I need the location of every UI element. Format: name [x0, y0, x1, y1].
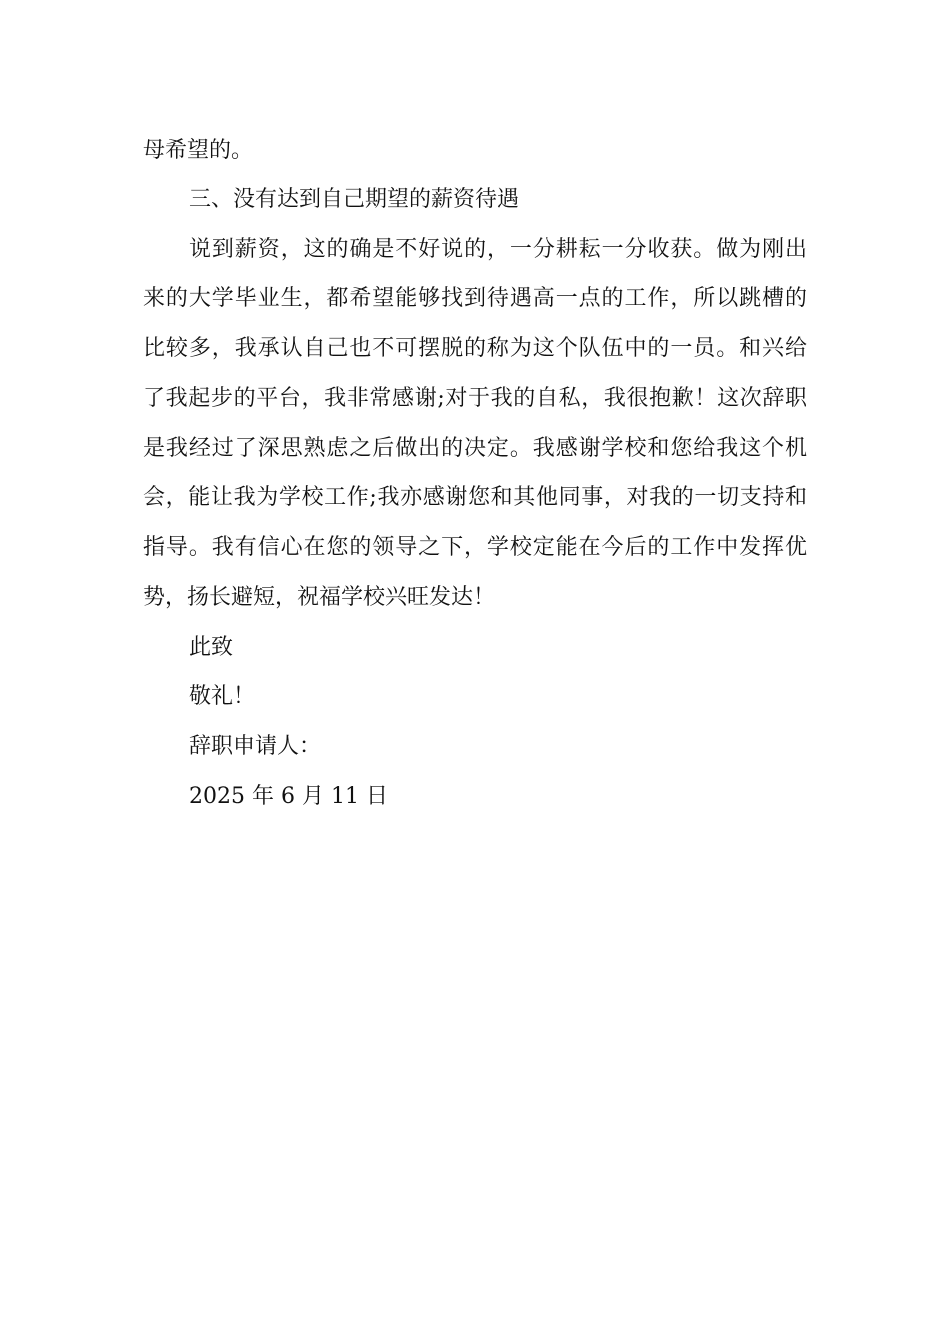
- closing-regards: 敬礼！: [189, 684, 256, 709]
- paragraph-line: 会，能让我为学校工作;我亦感谢您和其他同事，对我的一切支持和: [143, 485, 807, 510]
- paragraph-line: 势，扬长避短，祝福学校兴旺发达！: [143, 585, 496, 610]
- section-heading: 三、没有达到自己期望的薪资待遇: [189, 187, 520, 212]
- paragraph-line: 母希望的。: [143, 138, 254, 163]
- paragraph-line: 说到薪资，这的确是不好说的，一分耕耘一分收获。做为刚出: [189, 237, 807, 262]
- paragraph-line: 来的大学毕业生，都希望能够找到待遇高一点的工作，所以跳槽的: [143, 286, 807, 311]
- paragraph-line: 指导。我有信心在您的领导之下，学校定能在今后的工作中发挥优: [143, 535, 807, 560]
- document-date: 2025 年 6 月 11 日: [189, 784, 388, 809]
- signature-label: 辞职申请人：: [189, 734, 322, 759]
- paragraph-line: 了我起步的平台，我非常感谢;对于我的自私，我很抱歉！这次辞职: [143, 386, 807, 411]
- paragraph-line: 比较多，我承认自己也不可摆脱的称为这个队伍中的一员。和兴给: [143, 336, 807, 361]
- paragraph-line: 是我经过了深思熟虑之后做出的决定。我感谢学校和您给我这个机: [143, 436, 807, 461]
- closing-salutation: 此致: [189, 635, 234, 660]
